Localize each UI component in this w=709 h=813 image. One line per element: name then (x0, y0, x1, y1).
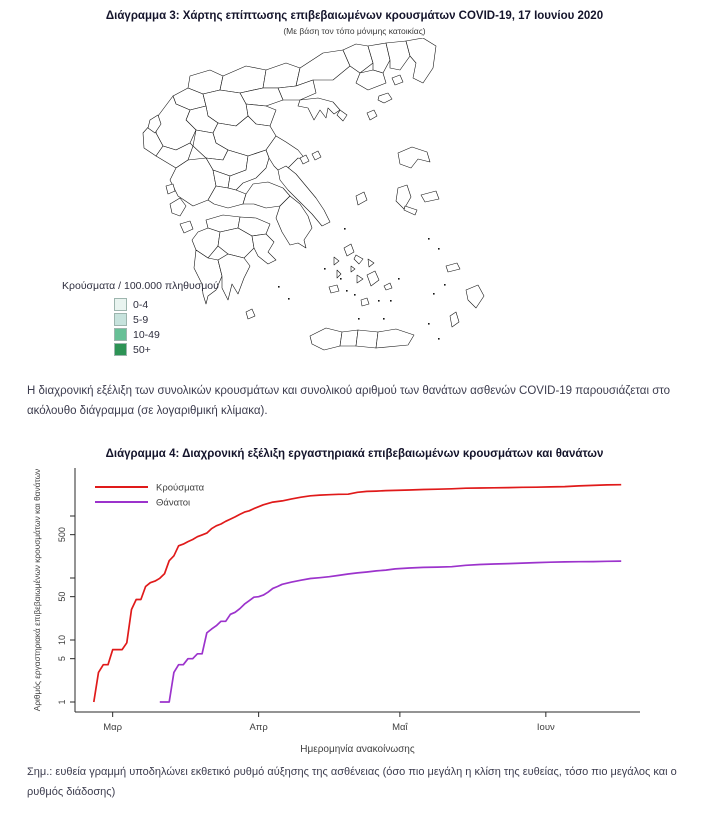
legend-swatch (114, 343, 127, 356)
map-region-skyros (356, 192, 367, 205)
map-region-kefalonia (170, 198, 186, 216)
map-region-tinos (354, 255, 363, 264)
y-tick-label: 500 (57, 527, 67, 543)
x-tick-label: Μαΐ (392, 722, 408, 733)
legend-label: 0-4 (133, 298, 149, 311)
legend-row (62, 342, 282, 357)
map-region-lesbos (398, 147, 430, 168)
map-region-andros (344, 244, 354, 256)
y-tick-label: 50 (57, 591, 67, 602)
map-region-sporades (312, 151, 321, 160)
series-line-cases (94, 482, 621, 702)
legend-row (62, 297, 282, 312)
map-region-serres (296, 50, 350, 86)
map-region-xanthi (368, 43, 390, 73)
map-region-chania (310, 328, 342, 350)
intro-paragraph: Η διαχρονική εξέλιξη των συνολικών κρουσμάτων και συνολικού αριθμού των θανάτων ασθενών COVID-19 παρουσιάζεται στο ακόλουθο διάγραμμα (σε λογαριθμική κλίμακα). (27, 385, 671, 417)
map-region-zakynthos (180, 221, 193, 233)
map-region-milos (329, 285, 339, 293)
map-region-kavala (356, 70, 386, 90)
map-region-kilkis (263, 63, 300, 88)
x-axis-label: Ημερομηνία ανακοίνωσης (300, 744, 415, 755)
line-chart-title: Διάγραμμα 4: Διαχρονική εξέλιξη εργαστηριακά επιβεβαιωμένων κρουσμάτων και θανάτων (105, 448, 604, 460)
map-region-naxos (367, 271, 379, 286)
map-region-syros (351, 266, 355, 272)
map-region-paros (357, 275, 363, 283)
legend-row (62, 327, 282, 342)
legend-series-label: Κρούσματα (156, 482, 205, 494)
y-axis-label: Αριθμός εργαστηριακά επιβεβαιωμένων κρουσμάτων και θανάτων (32, 468, 42, 712)
footnote: Σημ.: ευθεία γραμμή υποδηλώνει εκθετικό ρυθμό αύξησης της ασθένειας (όσο πιο μεγάλη η κλίση της ευθείας, τόσο πιο μεγάλος και ο ρυθμός διάδοσης) (27, 766, 677, 798)
x-tick-label: Ιουν (536, 722, 555, 733)
map-figure-title: Διάγραμμα 3: Χάρτης επίπτωσης επιβεβαιωμένων κρουσμάτων COVID-19, 17 Ιουνίου 2020 (105, 10, 604, 22)
map-region-rethymno (340, 330, 358, 346)
legend-swatch (114, 328, 127, 341)
map-region-chalkidiki (298, 98, 340, 120)
legend-swatch (114, 298, 127, 311)
map-region-samos (421, 191, 439, 202)
y-tick-label: 10 (57, 634, 67, 646)
map-region-karpathos (450, 312, 459, 327)
legend-swatch (114, 313, 127, 326)
map-region-amorgos (384, 283, 392, 290)
timeseries-chart (0, 460, 709, 772)
map-region-limnos (378, 93, 392, 103)
map-legend-title: Κρούσματα / 100.000 πληθυσμού (62, 280, 219, 292)
legend-row (62, 312, 282, 327)
map-region-argolis (252, 234, 276, 264)
map-region-evros (406, 38, 436, 83)
map-region-kythnos (337, 270, 341, 278)
x-tick-label: Μαρ (103, 722, 123, 733)
map-region-athos (337, 110, 347, 121)
map-region-heraklion (356, 330, 378, 348)
legend-label: 50+ (133, 343, 151, 356)
map-legend (62, 280, 282, 357)
map-region-ikaria (404, 206, 417, 215)
map-region-chios (396, 185, 411, 209)
map-region-samothrace (392, 75, 403, 85)
map-region-rhodope (386, 41, 410, 70)
legend-series-label: Θάνατοι (156, 497, 191, 509)
y-tick-label: 1 (57, 699, 67, 705)
series-line-deaths (160, 561, 621, 702)
map-region-lefkada (166, 184, 175, 194)
x-tick-label: Απρ (249, 722, 268, 733)
map-region-santorini (361, 298, 369, 306)
map-figure-subtitle: (Με βάση τον τόπο μόνιμης κατοικίας) (283, 26, 426, 36)
map-region-thasos (367, 110, 377, 120)
legend-label: 5-9 (133, 313, 149, 326)
map-region-mykonos (368, 259, 374, 267)
map-region-rhodes (466, 285, 484, 308)
map-region-kos (446, 263, 460, 272)
legend-label: 10-49 (133, 328, 160, 341)
y-tick-label: 5 (57, 656, 67, 662)
map-region-kea (334, 257, 339, 265)
map-region-lasithi (376, 329, 414, 348)
